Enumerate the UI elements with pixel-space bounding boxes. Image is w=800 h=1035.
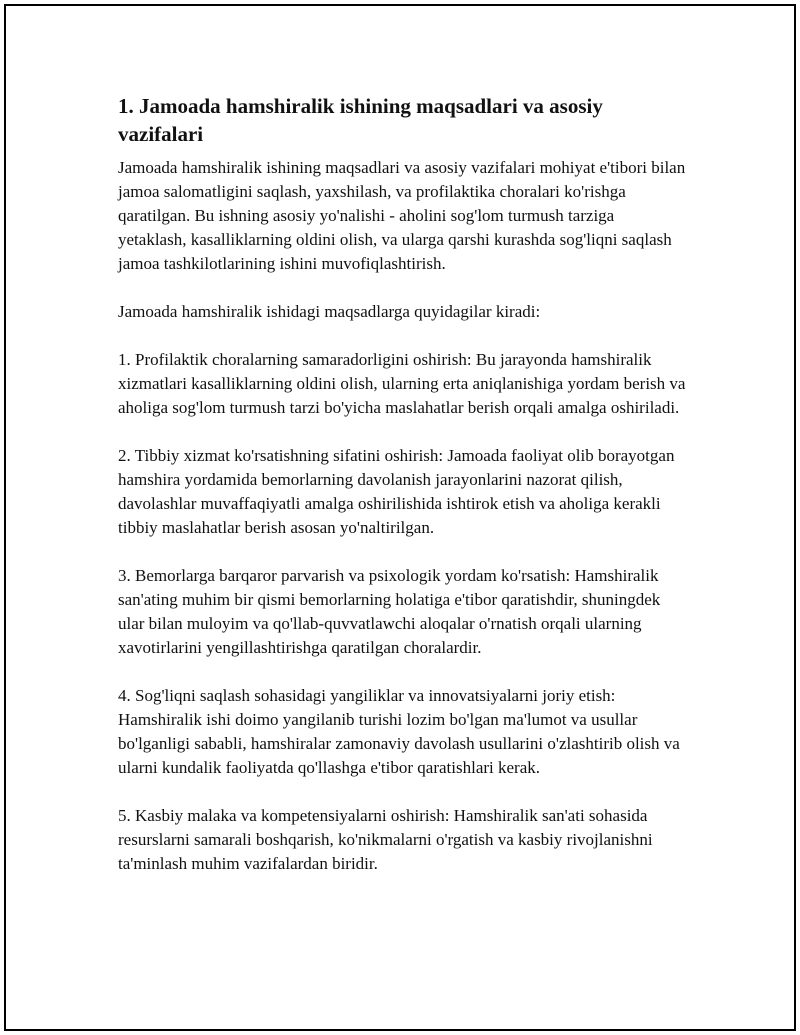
- paragraph-goals-lead: Jamoada hamshiralik ishidagi maqsadlarga quyidagilar kiradi:: [118, 302, 541, 321]
- paragraph-intro: Jamoada hamshiralik ishining maqsadlari va asosiy vazifalari mohiyat e'tibori bilan jamoa salomatligini saqlash, yaxshilash, va profilaktika choralari ko'rishga qaratilgan. Bu ishning asosiy yo'nalishi - aholini sog'lom turmush tarziga yetaklash, kasalliklarning oldini olish, va ularga qarshi kurashda sog'liqni saqlash jamoa tashkilotlarining ishini muvofiqlashtirish.: [118, 158, 686, 273]
- document-body: [118, 92, 686, 900]
- list-item-4: 4. Sog'liqni saqlash sohasidagi yangiliklar va innovatsiyalarni joriy etish: Hamshiralik ishi doimo yangilanib turishi lozim bo'lgan ma'lumot va usullar bo'lganligi sababli, hamshiralar zamonaviy davolash usullarini o'zlashtirib olish va ularni kundalik faoliyatda qo'llashga e'tibor qaratishlari kerak.: [118, 686, 680, 777]
- list-item-2: 2. Tibbiy xizmat ko'rsatishning sifatini oshirish: Jamoada faoliyat olib borayotgan hamshira yordamida bemorlarning davolanish jarayonlarini nazorat qilish, davolashlar muvaffaqiyatli amalga oshirilishida ishtirok etish va aholiga kerakli tibbiy maslahatlar berish asosan yo'naltirilgan.: [118, 446, 675, 537]
- list-item-1: 1. Profilaktik choralarning samaradorligini oshirish: Bu jarayonda hamshiralik xizmatlari kasalliklarning oldini olish, ularning erta aniqlanishiga yordam berish va aholiga sog'lom turmush tarzi bo'yicha maslahatlar berish orqali amalga oshiriladi.: [118, 350, 686, 417]
- list-item-3: 3. Bemorlarga barqaror parvarish va psixologik yordam ko'rsatish: Hamshiralik san'ating muhim bir qismi bemorlarning holatiga e'tibor qaratishdir, shuningdek ular bilan muloyim va qo'llab-quvvatlawchi aloqalar o'rnatish orqali ularning xavotirlarini yengillashtirishga qaratilgan choralardir.: [118, 566, 661, 657]
- list-item-5: 5. Kasbiy malaka va kompetensiyalarni oshirish: Hamshiralik san'ati sohasida resurslarni samarali boshqarish, ko'nikmalarni o'rgatish va kasbiy rivojlanishni ta'minlash muhim vazifalardan biridir.: [118, 806, 653, 873]
- document-title: 1. Jamoada hamshiralik ishining maqsadlari va asosiy vazifalari: [118, 94, 603, 146]
